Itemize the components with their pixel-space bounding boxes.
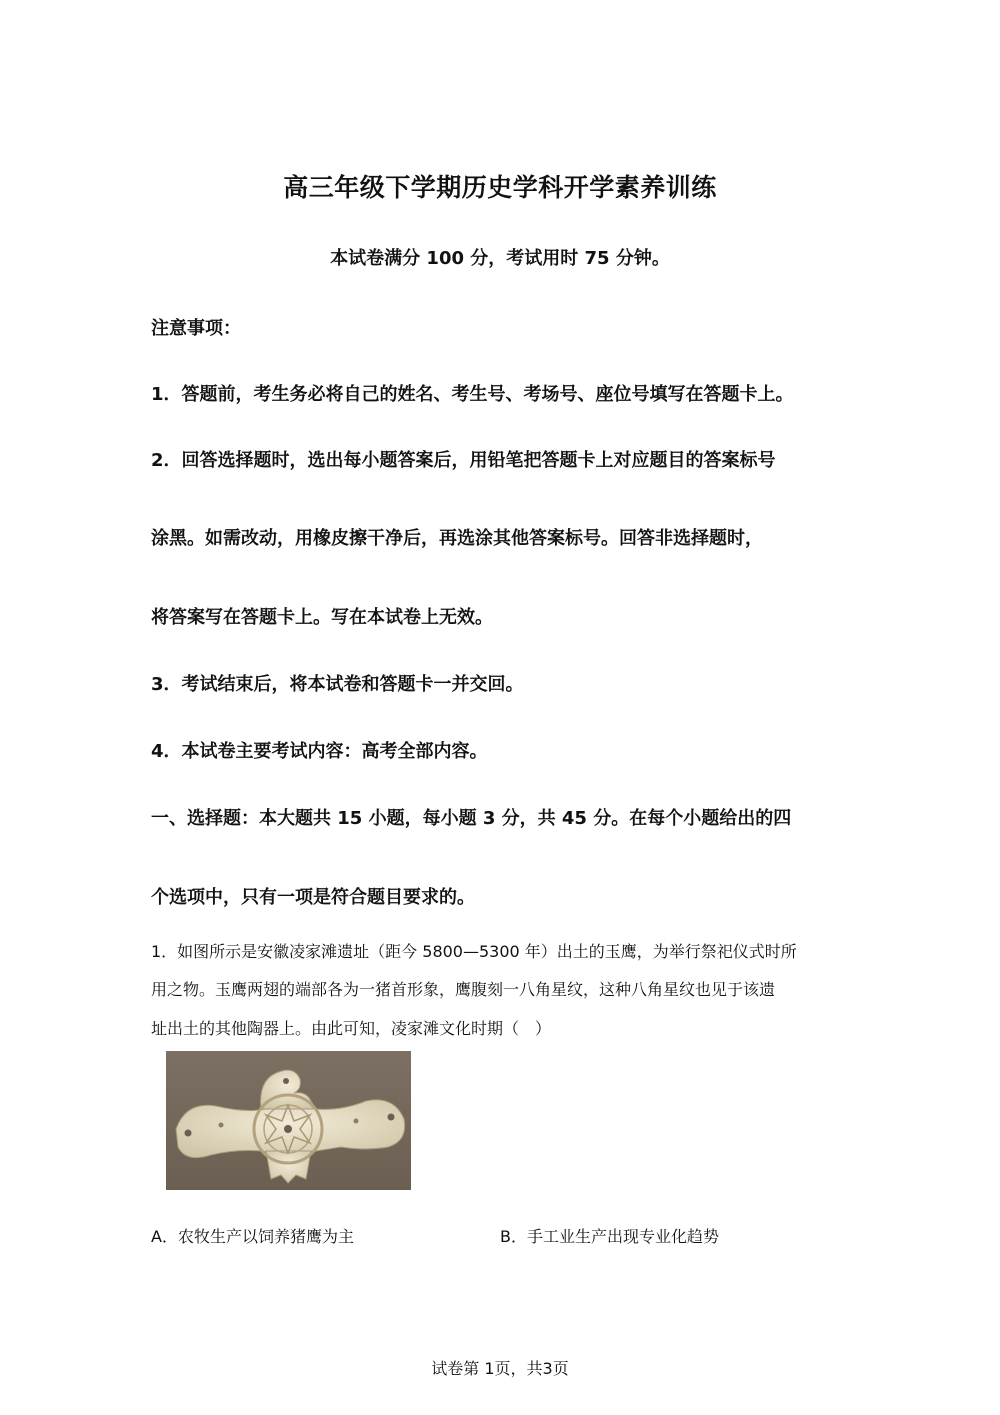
note-item-2-line-1: 2．回答选择题时，选出每小题答案后，用铅笔把答题卡上对应题目的答案标号 [151, 450, 776, 471]
option-b: B．手工业生产出现专业化趋势 [500, 1227, 719, 1246]
jade-eagle-photo [166, 1051, 411, 1190]
option-a: A．农牧生产以饲养猪鹰为主 [151, 1227, 354, 1246]
note-item-2-line-2: 涂黑。如需改动，用橡皮擦干净后，再选涂其他答案标号。回答非选择题时， [151, 528, 763, 549]
note-item-4: 4．本试卷主要考试内容：高考全部内容。 [151, 741, 488, 762]
jade-eagle-image [166, 1051, 411, 1190]
page-footer: 试卷第 1页，共3页 [431, 1359, 569, 1378]
notes-heading: 注意事项： [151, 318, 241, 339]
section-1-line-2: 个选项中，只有一项是符合题目要求的。 [151, 887, 475, 908]
exam-subtitle: 本试卷满分 100 分，考试用时 75 分钟。 [330, 248, 670, 269]
note-item-2-line-3: 将答案写在答题卡上。写在本试卷上无效。 [151, 607, 493, 628]
section-1-line-1: 一、选择题：本大题共 15 小题，每小题 3 分，共 45 分。在每个小题给出的四 [151, 808, 792, 829]
note-item-1: 1．答题前，考生务必将自己的姓名、考生号、考场号、座位号填写在答题卡上。 [151, 384, 794, 405]
question-1-line-3: 址出土的其他陶器上。由此可知，凌家滩文化时期（ ） [151, 1019, 552, 1038]
question-1-line-2: 用之物。玉鹰两翅的端部各为一猪首形象，鹰腹刻一八角星纹，这种八角星纹也见于该遗 [151, 980, 776, 999]
question-1-line-1: 1．如图所示是安徽凌家滩遗址（距今 5800—5300 年）出土的玉鹰，为举行祭祀仪式时所 [151, 942, 797, 961]
exam-title: 高三年级下学期历史学科开学素养训练 [283, 173, 717, 202]
note-item-3: 3．考试结束后，将本试卷和答题卡一并交回。 [151, 674, 524, 695]
